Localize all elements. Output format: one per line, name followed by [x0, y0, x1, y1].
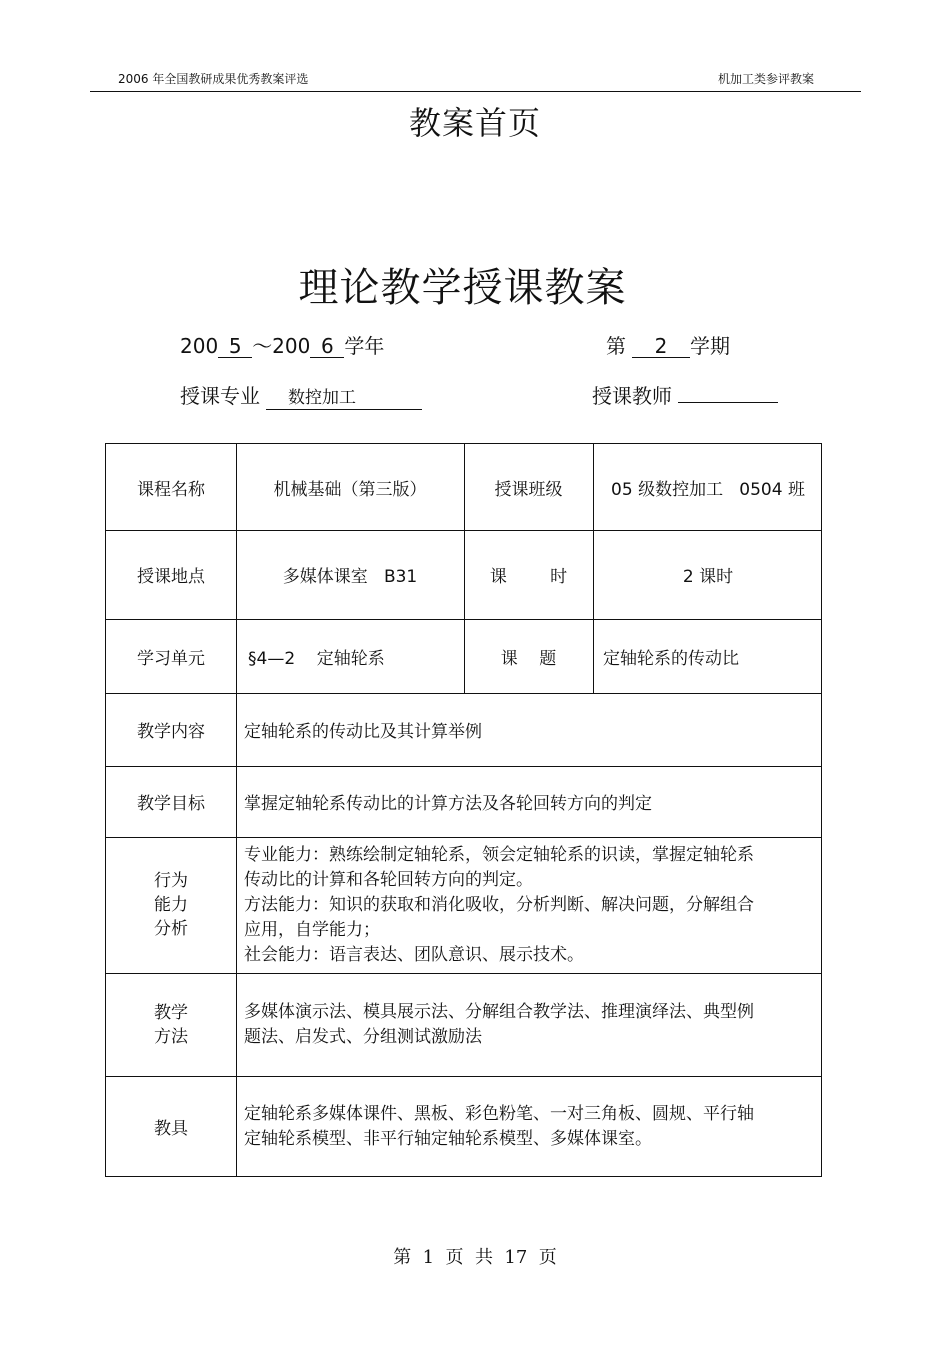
school-year: [180, 330, 384, 359]
location-label: 授课地点: [137, 567, 205, 587]
class-value: 05 级数控加工 0504 班: [611, 479, 805, 500]
year-sep: ～200: [252, 334, 311, 358]
major-field: 数控加工: [266, 387, 422, 410]
year-end-field: 6: [310, 335, 344, 358]
term-field: 2: [632, 335, 690, 358]
year-prefix: 200: [180, 334, 219, 358]
teacher: [592, 380, 778, 409]
term-prefix: 第: [606, 334, 626, 358]
page-title: 教案首页: [408, 104, 541, 142]
method-label: [106, 973, 236, 1076]
method-value: [236, 973, 823, 1076]
course-name-value: 机械基础（第三版）: [273, 479, 427, 500]
main-title: 理论教学授课教案: [298, 265, 627, 311]
major-label: 授课专业: [180, 384, 260, 408]
ability-label-line: 能力: [154, 895, 188, 915]
class-label: 授课班级: [494, 479, 563, 500]
topic-value: 定轴轮系的传动比: [603, 648, 739, 669]
teacher-label: 授课教师: [592, 384, 672, 408]
location-value: 多媒体课室 B31: [282, 567, 418, 587]
method-label-line: 方法: [154, 1026, 188, 1047]
course-name-label: 课程名称: [137, 479, 205, 500]
tools-label: 教具: [154, 1119, 188, 1139]
major: [180, 380, 422, 410]
unit-value: §4—2 定轴轮系: [248, 648, 385, 669]
hours-label: 课 时: [489, 567, 568, 587]
ability-line: 传动比的计算和各轮回转方向的判定。: [244, 869, 533, 890]
page-number: 第 1 页 共 17 页: [393, 1247, 557, 1268]
teacher-field: [678, 402, 778, 403]
semester: [606, 330, 730, 359]
term-suffix: 学期: [690, 334, 730, 358]
header-left-text: 2006 年全国教研成果优秀教案评选: [118, 72, 309, 86]
ability-line: 社会能力：语言表达、团队意识、展示技术。: [244, 944, 584, 965]
header-rule: [90, 91, 861, 92]
ability-value: [236, 837, 823, 973]
year-start-field: 5: [218, 335, 252, 358]
method-line: 多媒体演示法、模具展示法、分解组合教学法、推理演绎法、典型例: [244, 1001, 754, 1022]
method-label-line: 教学: [154, 1002, 188, 1023]
header-right-text: 机加工类参评教案: [718, 72, 815, 86]
lesson-plan-table: [105, 443, 822, 1177]
ability-line: 专业能力：熟练绘制定轴轮系，领会定轴轮系的识读，掌握定轴轮系: [244, 844, 754, 865]
topic-label: 课 题: [500, 648, 557, 669]
year-suffix: 学年: [344, 334, 385, 358]
goal-value: 掌握定轴轮系传动比的计算方法及各轮回转方向的判定: [244, 794, 652, 814]
ability-label-line: 分析: [154, 919, 188, 939]
tools-line: 定轴轮系多媒体课件、黑板、彩色粉笔、一对三角板、圆规、平行轴: [244, 1103, 754, 1124]
content-label: 教学内容: [137, 722, 205, 742]
hours-value: 2 课时: [682, 567, 734, 587]
ability-label: [106, 837, 236, 973]
method-line: 题法、启发式、分组测试激励法: [244, 1026, 482, 1047]
ability-line: 方法能力：知识的获取和消化吸收，分析判断、解决问题，分解组合: [244, 894, 754, 915]
content-value: 定轴轮系的传动比及其计算举例: [244, 722, 482, 742]
tools-value: [236, 1076, 823, 1177]
unit-label: 学习单元: [137, 648, 205, 669]
tools-line: 定轴轮系模型、非平行轴定轴轮系模型、多媒体课室。: [244, 1128, 652, 1149]
ability-line: 应用，自学能力；: [244, 919, 380, 940]
goal-label: 教学目标: [137, 794, 205, 814]
ability-label-line: 行为: [154, 871, 188, 891]
